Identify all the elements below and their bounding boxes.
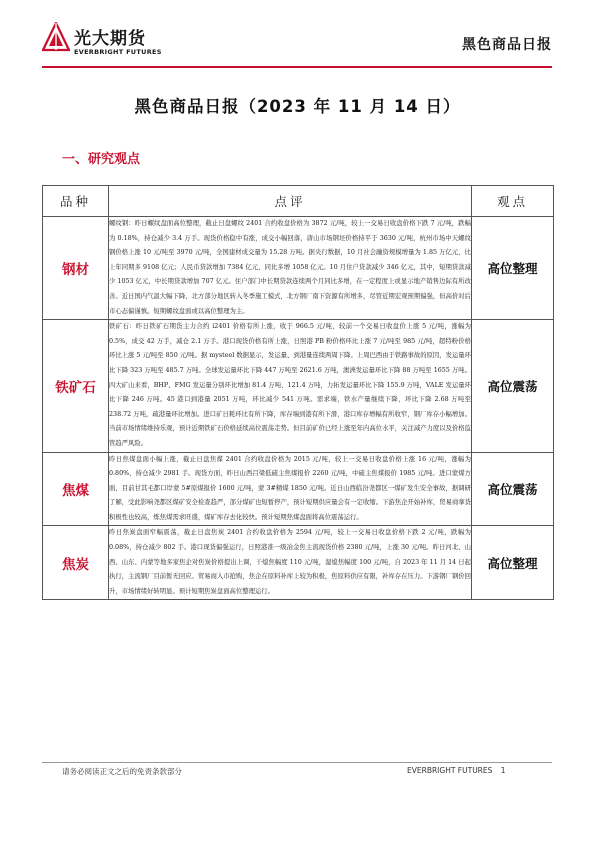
- table-header-row: [43, 186, 554, 217]
- header-report-title: 黑色商品日报: [462, 37, 552, 53]
- logo-english-text: EVERBRIGHT FUTURES: [74, 48, 162, 56]
- footer-company: EVERBRIGHT FUTURES: [407, 766, 493, 775]
- page-number: 1: [500, 766, 506, 775]
- header-divider: [42, 66, 552, 68]
- header-comment: 点评: [109, 186, 472, 217]
- variety-cell: 焦煤: [43, 452, 109, 526]
- document-title: 黑色商品日报（2023 年 11 月 14 日）: [134, 97, 461, 116]
- page-header: [42, 20, 552, 68]
- company-logo: [42, 20, 172, 66]
- comment-cell: 铁矿石：昨日铁矿石期货主力合约 i2401 价格有所上涨，收于 966.5 元/吨，较前一个交易日收盘价上涨 5 元/吨，涨幅为 0.5%，成交 42 万手，减仓 2.1 万手。港口现货价格有所上涨，日照港 PB 粉价格环比上涨 7 元/吨至 985 元/吨，超特粉价格环比上涨 5 元/吨至 850 元/吨。据 mysteel 数据显示，发运量、到港量连续两周下降。上周巴西由于铁路事故的原因，发运量环比下降 323 万吨至 485.7 万吨。全球发运量环比下降 447 万吨至 2621.6 万吨，澳洲发运量环比下降 88 万吨至 1655 万吨。四大矿山来看，BHP、FMG 发运量分别环比增加 81.4 万吨、121.4 万吨，力拓发运量环比下降 155.9 万吨，VALE 发运量环比下降 246 万吨。45 港口到港量 2051 万吨，环比减少 541 万吨。需求端，铁水产量继续下降，环比下降 2.68 万吨至 238.72 万吨，疏港量环比增加。进口矿日耗环比有所下降，库存端到港有所下滑，港口库存增幅有所收窄，钢厂库存小幅增加。当前市场情绪维持乐观，预计近期铁矿石价格延续高位震荡走势。但目前矿价已经上涨至年内高位水平，关注减产力度以及价格监管趋严风险。: [109, 320, 472, 452]
- view-cell: 高位震荡: [472, 452, 554, 526]
- logo-mark-icon: [42, 22, 70, 52]
- view-cell: 高位整理: [472, 217, 554, 320]
- research-table: [42, 185, 554, 600]
- view-cell: 高位震荡: [472, 320, 554, 452]
- variety-cell: 焦炭: [43, 526, 109, 600]
- variety-cell: 铁矿石: [43, 320, 109, 452]
- comment-cell: 螺纹钢：昨日螺纹盘面高位整理，截止日盘螺纹 2401 合约收盘价格为 3872 元/吨，较上一交易日收盘价格下跌 7 元/吨，跌幅为 0.18%，持仓减少 3.4 万手。现货价格稳中有涨，成交小幅回落，唐山市场钢坯价格持平于 3630 元/吨，杭州市场中天螺纹钢价格上涨 10 元/吨至 3970 元/吨，全国建材成交量为 15.28 万吨。据央行数据，10 月社会融资规模增量为 1.85 万亿元，比上年同期多 9108 亿元；人民币贷款增加 7384 亿元，同比多增 1058 亿元。10 月住户贷款减少 346 亿元，其中，短期贷款减少 1053 亿元，中长期贷款增加 707 亿元。住户部门中长期贷款连续两个月同比多增，在一定程度上或显示地产销售边际有所改善。近日国内气温大幅下降，北方部分地区转入冬季施工模式，北方钢厂南下资源有所增多，尽管近期宏观预期偏强，但高价对后市心态偏谨慎。短期螺纹盘面或以高位整理为主。: [109, 217, 472, 320]
- section-heading: 一、研究观点: [62, 152, 141, 167]
- header-variety: 品种: [43, 186, 109, 217]
- header-view: 观点: [472, 186, 554, 217]
- logo-chinese-text: 光大期货: [74, 29, 146, 49]
- view-cell: 高位整理: [472, 526, 554, 600]
- table-row: [43, 320, 554, 452]
- table-row: [43, 217, 554, 320]
- variety-cell: 钢材: [43, 217, 109, 320]
- table-row: [43, 452, 554, 526]
- table-row: [43, 526, 554, 600]
- footer-divider: [42, 762, 552, 763]
- comment-cell: 昨日焦煤盘面小幅上涨，截止日盘焦煤 2401 合约收盘价格为 2015 元/吨，较上一交易日收盘价格上涨 16 元/吨，涨幅为 0.80%，持仓减少 2981 手。现货方面，昨日山西吕梁低硫主焦煤报价 2260 元/吨，中硫主焦煤报价 1985 元/吨。进口蒙煤方面，目前甘其毛都口岸蒙 5#原煤报价 1600 元/吨，蒙 3#精煤 1850 元/吨。近日山西临汾尧都区一煤矿发生安全事故，据调研了解，受此影响尧都区煤矿安全检查趋严，部分煤矿也短暂停产，预计短期供应量会有一定收缩。下游焦企开始补库，贸易商拿货积极性也较高，炼焦煤需求旺盛，煤矿库存去化较快。预计短期焦煤盘面将高位震荡运行。: [109, 452, 472, 526]
- footer-right: [407, 766, 506, 775]
- comment-cell: 昨日焦炭盘面窄幅震荡，截止日盘焦炭 2401 合约收盘价格为 2594 元/吨，较上一交易日收盘价格下跌 2 元/吨，跌幅为 0.08%，持仓减少 802 手。港口现货偏强运行，日照港准一级冶金焦主流现货价格 2380 元/吨，上涨 30 元/吨。昨日河北、山西、山东、内蒙等地多家焦企对焦炭价格提出上调，干熄焦幅度 110 元/吨，湿熄焦幅度 100 元/吨，自 2023 年 11 月 14 日起执行，主流钢厂目前暂无回应。贸易商入市抢购，焦企在原料补库上较为积极，焦原料供应有限，补库存在压力。下游钢厂钢价回升，市场情绪好转明显。预计短期焦炭盘面高位整理运行。: [109, 526, 472, 600]
- footer-disclaimer: 请务必阅读正文之后的免责条款部分: [62, 767, 182, 776]
